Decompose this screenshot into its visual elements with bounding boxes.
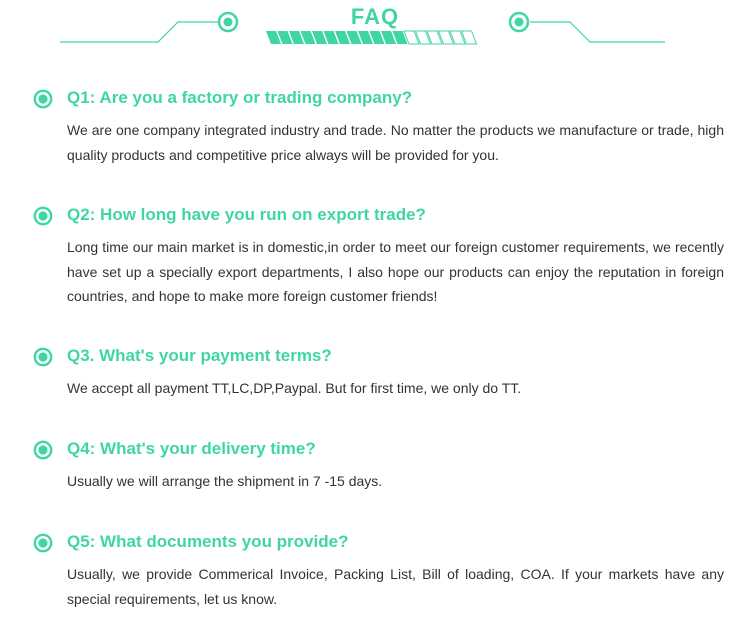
faq-question: Q2: How long have you run on export trade? <box>67 205 426 224</box>
ring-dot-icon <box>33 533 53 553</box>
faq-question: Q1: Are you a factory or trading company? <box>67 88 413 107</box>
page-title: FAQ <box>350 4 400 29</box>
faq-answer: We are one company integrated industry and trade. No matter the products we manufacture or trade, high quality products and competitive price always will be provided for you. <box>67 122 724 163</box>
faq-answer: Usually, we provide Commerical Invoice, Packing List, Bill of loading, COA. If your markets have any special requirements, let us know. <box>67 566 724 607</box>
faq-question: Q5: What documents you provide? <box>67 532 349 551</box>
faq-answer: Long time our main market is in domestic,in order to meet our foreign customer requirements, we recently have set up a specially export departments, I also hope our products can enjoy the reputation in foreign countries, and hope to make more foreign customer friends! <box>67 239 724 304</box>
faq-question: Q3. What's your payment terms? <box>67 346 332 365</box>
striped-title-bar <box>266 31 477 44</box>
ring-dot-icon <box>219 13 237 31</box>
faq-answer: We accept all payment TT,LC,DP,Paypal. But for first time, we only do TT. <box>67 380 522 396</box>
ring-dot-icon <box>33 206 53 226</box>
ring-dot-icon <box>33 89 53 109</box>
ring-dot-icon <box>510 13 528 31</box>
ring-dot-icon <box>33 440 53 460</box>
faq-header <box>0 0 750 50</box>
ring-dot-icon <box>33 347 53 367</box>
faq-answer: Usually we will arrange the shipment in 7 -15 days. <box>67 473 383 489</box>
faq-question: Q4: What's your delivery time? <box>67 439 316 458</box>
